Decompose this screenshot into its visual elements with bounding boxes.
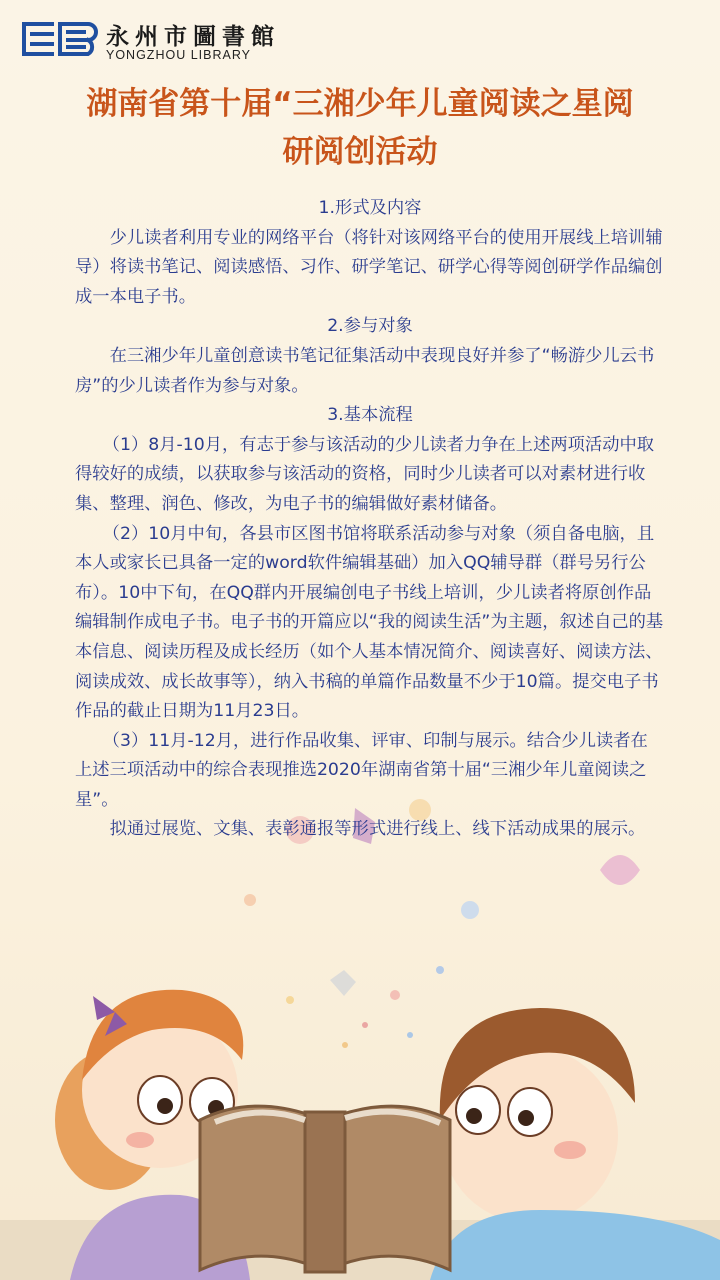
logo-english-name: YONGZHOU LIBRARY (106, 48, 251, 62)
library-logo-icon (22, 18, 98, 60)
section-2-body: 在三湘少年儿童创意读书笔记征集活动中表现良好并参了“畅游少儿云书房”的少儿读者作为参与对象。 (75, 345, 655, 396)
page-title (40, 80, 680, 176)
article-body (75, 194, 665, 845)
library-logo (22, 14, 280, 64)
process-step-3: （3）11月-12月，进行作品收集、评审、印制与展示。结合少儿读者在上述三项活动中的综合表现推选2020年湖南省第十届“三湘少年儿童阅读之星”。 (75, 730, 648, 810)
section-heading-2: 2.参与对象 (327, 316, 413, 337)
children-reading-book-illustration (0, 790, 720, 1280)
section-heading-3: 3.基本流程 (327, 405, 413, 426)
title-line-2: 研阅创活动 (282, 134, 438, 170)
title-line-1: 湖南省第十届“三湘少年儿童阅读之星阅 (86, 86, 634, 122)
section-heading-1: 1.形式及内容 (318, 198, 422, 218)
process-step-1: （1）8月-10月，有志于参与该活动的少儿读者力争在上述两项活动中取得较好的成绩，以获取参与该活动的资格，同时少儿读者可以对素材进行收集、整理、润色、修改，为电子书的编辑做好素材储备。 (75, 434, 655, 514)
process-step-2: （2）10月中旬，各县市区图书馆将联系活动参与对象（须自备电脑，且本人或家长已具备一定的word软件编辑基础）加入QQ辅导群（群号另行公布）。10中下旬，在QQ群内开展编创电子书线上培训，少儿读者将原创作品编辑制作成电子书。电子书的开篇应以“我的阅读生活”为主题，叙述自己的基本信息、阅读历程及成长经历（如个人基本情况简介、阅读喜好、阅读方法、阅读成效、成长故事等），纳入书稿的单篇作品数量不少于10篇。提交电子书作品的截止日期为11月23日。 (75, 523, 664, 722)
closing-paragraph: 拟通过展览、文集、表彰通报等形式进行线上、线下活动成果的展示。 (109, 819, 646, 840)
logo-chinese-name: 永州市圖書館 (106, 23, 280, 50)
section-1-body: 少儿读者利用专业的网络平台（将针对该网络平台的使用开展线上培训辅导）将读书笔记、阅读感悟、习作、研学笔记、研学心得等阅创研学作品编创成一本电子书。 (75, 227, 663, 307)
